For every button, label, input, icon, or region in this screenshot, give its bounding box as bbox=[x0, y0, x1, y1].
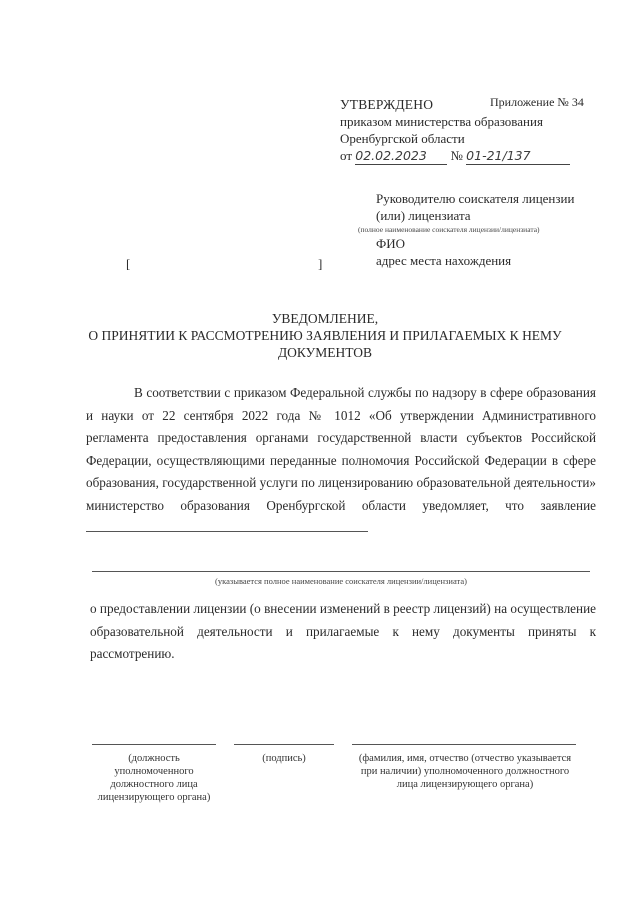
bracket-open: [ bbox=[126, 256, 131, 271]
from-label: от bbox=[340, 148, 353, 163]
approval-line-1: приказом министерства образования bbox=[340, 114, 543, 129]
recipient-address: адрес места нахождения bbox=[376, 253, 512, 268]
applicant-name-caption: (указывается полное наименование соискателя лицензии/лицензиата) bbox=[215, 576, 467, 586]
approval-line-2: Оренбургской области bbox=[340, 131, 465, 146]
signature-caption: (подпись) bbox=[262, 753, 306, 764]
document-heading bbox=[60, 310, 590, 361]
recipient-hint: (полное наименование соискателя лицензии/лицензиата) bbox=[358, 225, 540, 234]
recipient-fio: ФИО bbox=[376, 236, 406, 251]
position-line bbox=[92, 744, 216, 745]
recipient-block bbox=[358, 190, 626, 269]
approval-date-number bbox=[340, 147, 620, 165]
recipient-line-2: (или) лицензиата bbox=[376, 208, 471, 223]
applicant-fill-line bbox=[86, 518, 368, 532]
fullname-caption: (фамилия, имя, отчество (отчество указывается при наличии) уполномоченного должностного лица лицензирующего органа) bbox=[358, 753, 572, 790]
position-caption: (должность уполномоченного должностного лица лицензирующего органа) bbox=[97, 753, 211, 803]
approval-block bbox=[340, 96, 620, 165]
applicant-name-line bbox=[92, 571, 590, 572]
number-label: № bbox=[450, 148, 463, 163]
body-paragraph bbox=[86, 382, 596, 540]
body-paragraph-2: о предоставлении лицензии (о внесении изменений в реестр лицензий) на осуществление образовательной деятельности и прилагаемые к нему документы приняты к рассмотрению. bbox=[90, 601, 596, 661]
signature-line bbox=[234, 744, 334, 745]
annex-label: Приложение № 34 bbox=[490, 95, 584, 109]
handwritten-date: 02.02.2023 bbox=[355, 148, 427, 163]
handwritten-number: 01-21/137 bbox=[466, 148, 531, 163]
heading-line-1: УВЕДОМЛЕНИЕ, bbox=[271, 311, 379, 326]
approval-title: УТВЕРЖДЕНО bbox=[340, 97, 434, 112]
heading-line-3: ДОКУМЕНТОВ bbox=[277, 345, 373, 360]
heading-line-2: О ПРИНЯТИИ К РАССМОТРЕНИЮ ЗАЯВЛЕНИЯ И ПРИЛАГАЕМЫХ К НЕМУ bbox=[88, 328, 562, 343]
body-paragraph-text: В соответствии с приказом Федеральной службы по надзору в сфере образования и науки от 22 сентября 2022 года № 1012 «Об утверждении Административного регламента предоставления органами государственной власти субъектов Российской Федерации, осуществляющими переданные полномочия Российской Федерации в сфере образования, государственной услуги по лицензированию образовательной деятельности» министерство образования Оренбургской области уведомляет, что заявление bbox=[86, 385, 596, 513]
fullname-line bbox=[352, 744, 576, 745]
recipient-line-1: Руководителю соискателя лицензии bbox=[376, 191, 575, 206]
bracket-close: ] bbox=[318, 256, 323, 271]
